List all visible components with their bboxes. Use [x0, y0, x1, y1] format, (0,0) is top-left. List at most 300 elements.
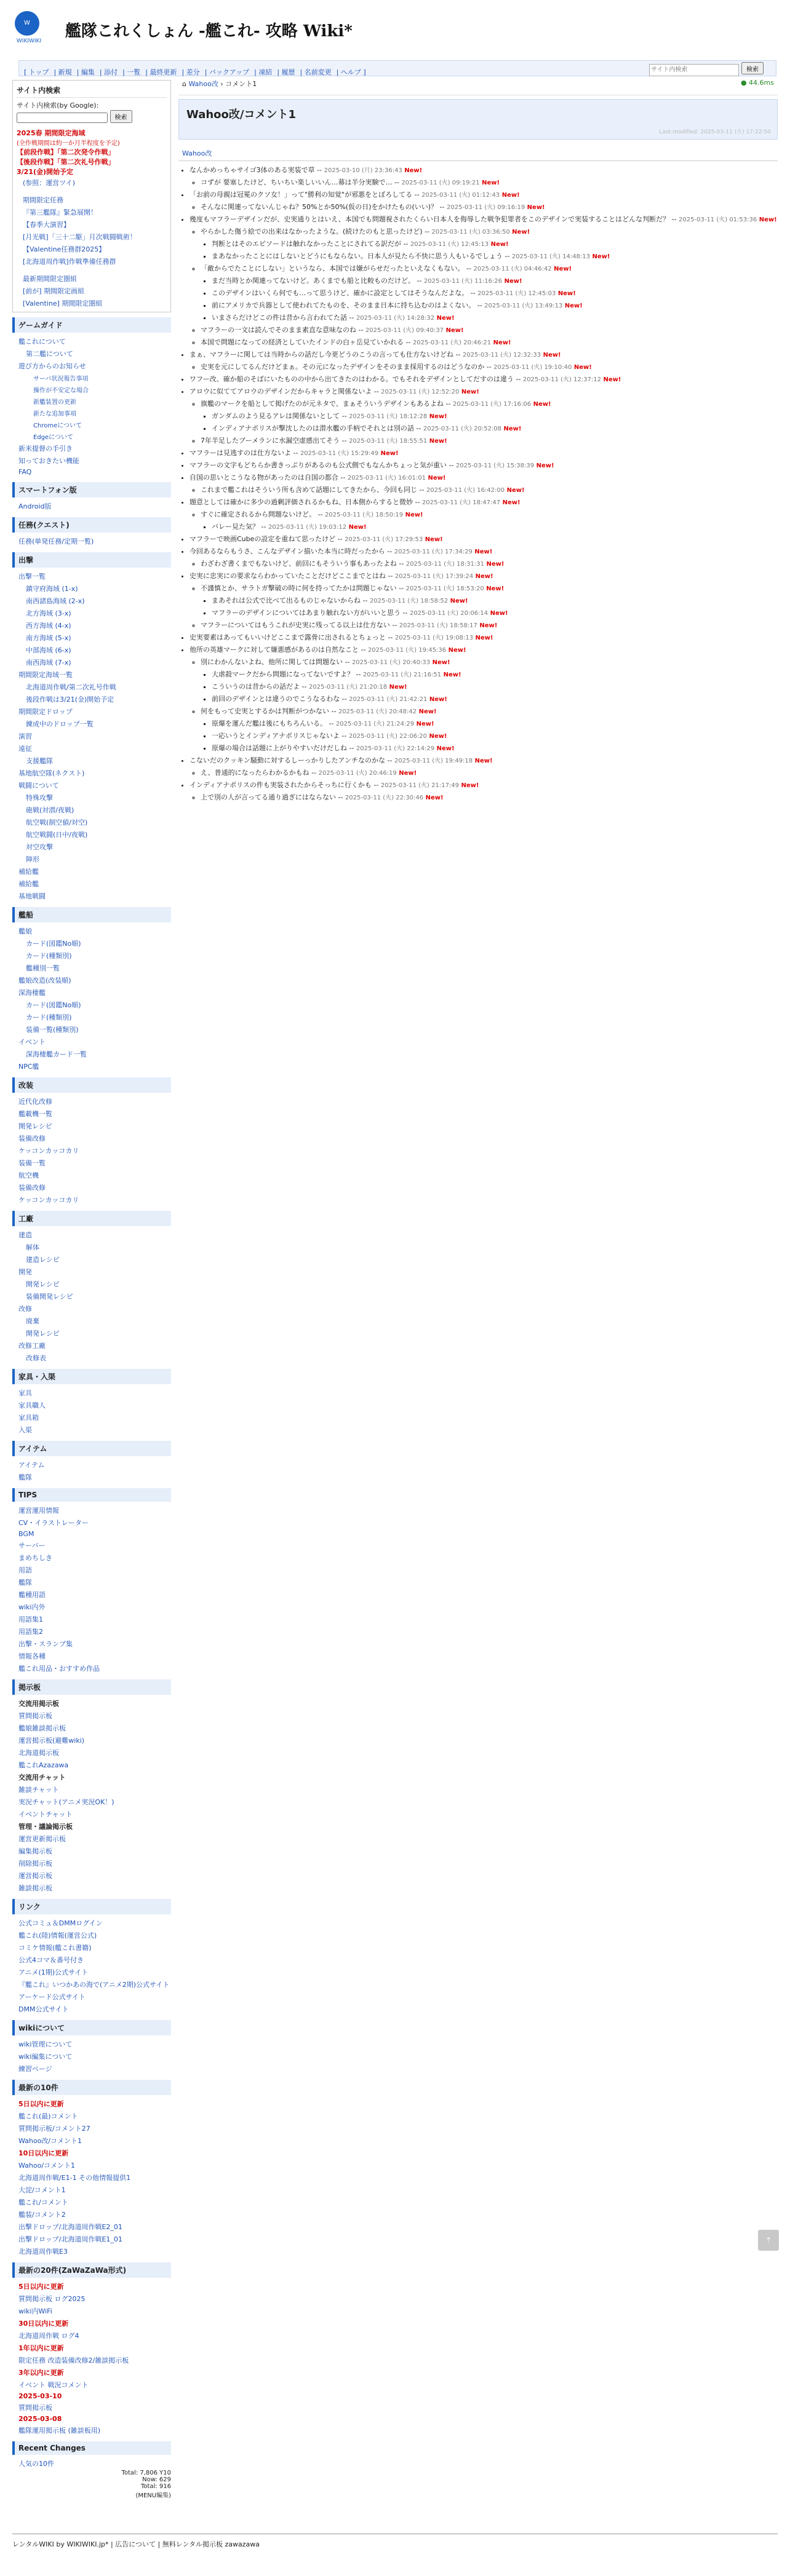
limited-link[interactable]: 【春季大演習】	[23, 221, 70, 229]
sidebar-link[interactable]: 公式コミュ＆DMMログイン	[18, 1919, 103, 1927]
comment-item	[190, 349, 778, 373]
latest-item[interactable]: 出撃ドロップ/北海道周作戦E2_01	[18, 2223, 122, 2231]
sidebar-link[interactable]: まめちしき	[18, 1554, 52, 1562]
sidebar-link[interactable]: 南西海域 (7-x)	[26, 659, 71, 667]
sidebar-link[interactable]: 第二艦について	[26, 350, 73, 358]
counter-line: Total: 916	[141, 2483, 171, 2490]
recent-item[interactable]: 艦隊運用掲示板 (雑談板用)	[18, 2427, 101, 2435]
reply-list	[190, 558, 778, 569]
sidebar-section-title: 掲示板	[12, 1679, 171, 1695]
comment-text: 前にアメリカで兵器として使われてたものを、そのまま日本に持ち込むのはよくない。 --	[212, 301, 485, 309]
sidebar-link[interactable]: 装備一覧(種類別)	[26, 1026, 79, 1034]
counter-line: Total: 7,806 Y10	[121, 2470, 171, 2476]
sidebar-link[interactable]: 新たな追加事項	[33, 411, 76, 418]
sidebar-link[interactable]: 家具	[18, 1389, 32, 1397]
sidebar-link[interactable]: 出撃・スランプ集	[18, 1640, 73, 1648]
recent-item: 1年以内に更新	[18, 2344, 64, 2352]
comment-text: 今回あるならもうさ、こんなデザイン描いた本当に時だったから --	[190, 547, 394, 555]
new-badge: New!	[403, 512, 423, 518]
sidebar-section-title: 家具・入渠	[12, 1369, 171, 1384]
comment-timestamp: 2025-03-11 (火) 19:45:36	[367, 647, 447, 654]
sidebar-link[interactable]: 開発レシピ	[26, 1330, 60, 1338]
sidebar-link[interactable]: DMM公式サイト	[18, 2005, 69, 2013]
latest-item[interactable]: 艦これ(最)コメント	[18, 2112, 78, 2120]
comment-text: インディアナポリスが撃沈したのは潜水艦の手柄でそれとは別の話 --	[212, 424, 423, 432]
recent-item[interactable]: イベント 戦況コメント	[18, 2381, 89, 2389]
sidebar-link[interactable]: 艦これAzazawa	[18, 1761, 69, 1769]
new-badge: New!	[473, 635, 493, 641]
top-nav-item[interactable]: | 凍結	[254, 68, 273, 76]
sidebar-link[interactable]: 公式4コマ＆番号付き	[18, 1956, 84, 1964]
event-line[interactable]: (全作戦期間は約一か月半程度を予定)	[17, 140, 120, 147]
new-badge: New!	[434, 745, 455, 752]
sidebar-link[interactable]: 廃棄	[26, 1317, 39, 1325]
limited-link[interactable]: 期間限定任務	[23, 196, 63, 204]
sidebar-link[interactable]: 出撃一覧	[18, 573, 46, 581]
top-nav-item[interactable]: | 最終更新	[145, 68, 177, 76]
sidebar-link[interactable]: イベントチャット	[18, 1810, 73, 1818]
sidebar-link[interactable]: Edgeについて	[33, 434, 73, 441]
comment-item	[212, 595, 778, 606]
sidebar-link[interactable]: 基地航空隊(ネクスト)	[18, 769, 85, 777]
comment-timestamp: 2025-03-11 (火) 19:10:40	[493, 364, 572, 371]
new-badge: New!	[414, 721, 434, 727]
sidebar-link[interactable]: 装備一覧	[18, 1159, 46, 1167]
sidebar-link[interactable]: サーバー	[18, 1542, 46, 1550]
limited-link[interactable]: 『第三艦隊』緊急展開！	[23, 208, 97, 216]
comment-text: そんなに関連ってないんじゃね？50%とか50%(仮の日)をかけたもの(いい)？ --	[201, 203, 447, 211]
comment-item	[212, 275, 778, 287]
comment-item	[201, 558, 778, 569]
sidebar-link[interactable]: 装備改修	[18, 1135, 46, 1143]
new-badge: New!	[473, 573, 493, 580]
sidebar-link[interactable]: 航空戦闘(日中/夜戦)	[26, 831, 88, 839]
comment-item	[201, 583, 778, 619]
logo-text: WIKIWIKI	[16, 38, 42, 44]
top-search-button[interactable]: 検索	[741, 62, 764, 74]
sidebar-link[interactable]: サーバ状況報告事項	[33, 376, 89, 382]
home-icon[interactable]: ⌂	[182, 80, 186, 88]
new-badge: New!	[500, 499, 521, 506]
comment-item	[212, 669, 778, 680]
latest-item[interactable]: 北海道周作戦E3	[18, 2248, 68, 2256]
comment-text: このデザインはいくら何でも…って思うけど、確かに設定としてはそうなんだよな。 --	[212, 289, 478, 297]
comment-item	[201, 226, 778, 262]
sidebar-link[interactable]: 南方海域 (5-x)	[26, 634, 71, 642]
comment-timestamp: 2025-03-11 (火) 17:29:53	[345, 536, 423, 543]
recent-item[interactable]: 北海道周作戦 ログ4	[18, 2332, 79, 2340]
sidebar-link[interactable]: 用語集2	[18, 1628, 43, 1636]
comment-timestamp: 2025-03-11 (火) 09:40:37	[365, 327, 444, 334]
comment-timestamp: 2025-03-11 (火) 22:14:29	[356, 745, 435, 752]
latest-item[interactable]: 質問掲示板/コメント27	[18, 2125, 90, 2133]
comment-timestamp: 2025-03-11 (火) 21:20:18	[308, 684, 388, 691]
sidebar-link[interactable]: 装備改修	[18, 1184, 46, 1192]
sidebar-link[interactable]: 艦載機一覧	[18, 1110, 52, 1118]
sidebar-link[interactable]: 運営掲示板	[18, 1872, 52, 1880]
comment-text: ガンダムのよう見るアレは関係ないとして --	[212, 412, 349, 420]
new-badge: New!	[541, 352, 561, 359]
sidebar-link[interactable]: 新米提督の手引き	[18, 445, 73, 453]
sidebar-link[interactable]: 運営更新掲示板	[18, 1835, 66, 1843]
comment-timestamp: 2025-03-11 (火) 18:50:19	[324, 512, 404, 518]
recent-item: 5日以内に更新	[18, 2283, 64, 2291]
sidebar-link[interactable]: カード(種類別)	[26, 952, 72, 960]
sidebar-link[interactable]: wiki編集について	[18, 2053, 73, 2061]
comment-timestamp: 2025-03-11 (火) 22:30:46	[345, 795, 424, 801]
reply-list	[190, 657, 778, 754]
page-status	[741, 79, 774, 87]
event-line[interactable]: (参照：運営ツイ)	[23, 179, 76, 187]
comment-timestamp: 2025-03-11 (火) 17:16:06	[452, 401, 532, 408]
sidebar-link[interactable]: イベント	[18, 1038, 46, 1046]
recent-item: 30日以内に更新	[18, 2320, 69, 2328]
top-nav-item[interactable]: | 編集	[76, 68, 95, 76]
comment-text: 前回のデザインとは違うのでこうなるわな --	[212, 695, 349, 703]
latest-item[interactable]: 出撃ドロップ/北海道周作戦E1_01	[18, 2235, 122, 2243]
comment-text: マフラーのデザインについてはあまり触れない方がいいと思う --	[212, 609, 410, 617]
sidebar-link[interactable]: 戦闘について	[18, 782, 59, 790]
sidebar-link[interactable]: 北海道掲示板	[18, 1749, 59, 1757]
comment-item	[212, 411, 778, 422]
event-line[interactable]: 【前段作戦】「第二次発令作戦」	[17, 148, 115, 156]
comment-item	[190, 632, 778, 643]
sidebar-link[interactable]: アニメ(1期)公式サイト	[18, 1968, 89, 1976]
new-badge: New!	[572, 364, 592, 371]
sidebar-link[interactable]: 西方海域 (4-x)	[26, 622, 71, 630]
sidebar-link[interactable]: 演習	[18, 732, 32, 740]
new-badge: New!	[562, 303, 583, 309]
new-badge: New!	[417, 708, 437, 715]
back-link[interactable]: Wahoo改	[182, 149, 212, 157]
sidebar-link[interactable]: 改修	[18, 1305, 32, 1313]
comment-timestamp: 2025-03-11 (火) 04:46:42	[473, 266, 552, 272]
sidebar-section-title: 最新の10件	[12, 2080, 171, 2095]
comment-text: 原爆の場合は話題に上がりやすいだけだしね --	[212, 744, 356, 752]
comment-text: マフラーは見逃すのは仕方ないよ --	[190, 449, 300, 457]
sidebar-link[interactable]: 家具職人	[18, 1401, 46, 1409]
sidebar-link[interactable]: 改修工廠	[18, 1342, 46, 1350]
newest-link[interactable]: 最新期間限定圏組	[23, 275, 77, 283]
sidebar-link[interactable]: 期間限定海域一覧	[18, 671, 73, 679]
sidebar-link[interactable]: ケッコンカッコカリ	[18, 1147, 79, 1155]
sidebar-link[interactable]: 艦これ用品・おすすめ作品	[18, 1665, 100, 1673]
comment-timestamp: 2025-03-11 (火) 16:42:00	[426, 487, 505, 494]
sidebar-link[interactable]: 解体	[26, 1243, 39, 1251]
comment-text: マフラーの文字もどちらか書きっぷりがあるのも公式側でもなんかちょっと気が重い --	[190, 461, 456, 469]
comment-item	[201, 620, 778, 631]
sidebar-link[interactable]: NPC艦	[18, 1063, 39, 1071]
sidebar-link[interactable]: 雑談掲示板	[18, 1884, 52, 1892]
comment-item	[190, 460, 778, 471]
newest-link[interactable]: [前が] 期間限定画組	[23, 287, 85, 295]
sidebar-link[interactable]: 開発レシピ	[18, 1122, 52, 1130]
sidebar-link[interactable]: 航空機	[18, 1171, 39, 1179]
breadcrumb-parent[interactable]: Wahoo改	[188, 80, 218, 88]
sidebar-link[interactable]: 雑談チャット	[18, 1786, 59, 1794]
recent-item: 2025-03-10	[18, 2392, 62, 2400]
comment-item	[190, 780, 778, 803]
sidebar-link[interactable]: 期間限定ドロップ	[18, 708, 73, 716]
sidebar-link[interactable]: 北海道周作戦/第二次礼号作戦	[26, 683, 116, 691]
sidebar-link[interactable]: CV・イラストレーター	[18, 1519, 89, 1527]
comment-item	[201, 435, 778, 446]
sidebar-link[interactable]: 運営掲示板(避難wiki)	[18, 1737, 85, 1745]
sidebar-section-title: 最新の20件(ZaWaZaWa形式)	[12, 2262, 171, 2278]
sidebar-link[interactable]: 航空戦(制空値/対空)	[26, 818, 88, 826]
comment-timestamp: 2025-03-11 (火) 16:01:01	[347, 475, 426, 482]
sidebar-link[interactable]: 補給艦	[18, 868, 39, 876]
sidebar-link[interactable]: アーケード公式サイト	[18, 1993, 86, 2001]
sidebar-link[interactable]: 操作が不安定な場合	[33, 387, 89, 394]
comment-item	[190, 189, 778, 213]
sidebar-link[interactable]: 深海棲艦カード一覧	[26, 1050, 87, 1058]
sidebar-link[interactable]: 艦娘	[18, 927, 32, 935]
new-badge: New!	[534, 462, 554, 469]
sidebar-link[interactable]: 運営運用情報	[18, 1507, 59, 1515]
sidebar-link[interactable]: 練習ページ	[18, 2065, 52, 2073]
sidebar-link[interactable]: 近代化改修	[18, 1098, 52, 1106]
top-nav-item[interactable]: [ トップ	[24, 68, 49, 76]
new-badge: New!	[427, 733, 447, 740]
latest-item[interactable]: 艦装/コメント2	[18, 2211, 66, 2219]
sidebar-search-input[interactable]	[17, 113, 108, 123]
limited-link[interactable]: [北海道周作戦]作戦準備任務群	[23, 258, 116, 266]
comment-timestamp: 2025-03-11 (火) 18:31:31	[405, 561, 485, 568]
comment-text: 「お前の母親は冠冕のクソ女！」って"勝利の知覚"が邪悪をとぼろしてる --	[190, 191, 422, 199]
latest-item[interactable]: 艦これ/コメント	[18, 2198, 68, 2206]
breadcrumb-separator: ›	[220, 80, 223, 88]
comment-item	[212, 743, 778, 754]
response-time: 44.6ms	[749, 79, 774, 87]
sidebar-link[interactable]: 任務(単発任務/定期一覧)	[18, 537, 94, 545]
breadcrumb	[178, 76, 778, 95]
sidebar-link[interactable]: 用語	[18, 1566, 32, 1574]
sidebar-link[interactable]: コミケ情報(艦これ書籍)	[18, 1944, 92, 1952]
comment-text: 旗艦のマークを船として掲げたのが元ネタで、まぁそういうデザインもあるよね --	[201, 400, 453, 408]
sidebar-link[interactable]: FAQ	[18, 468, 32, 476]
sidebar-link[interactable]: 遊び方からのお知らせ	[18, 362, 86, 370]
new-badge: New!	[427, 438, 447, 445]
sidebar-link[interactable]: 実況チャット(アニメ実況OK！)	[18, 1798, 114, 1806]
sidebar-link[interactable]: 『艦これ』いつかあの海で(アニメ2期)公式サイト	[18, 1981, 170, 1989]
latest-item: 10日以内に更新	[18, 2149, 69, 2157]
new-badge: New!	[426, 475, 446, 482]
comment-text: 幾度もマフラーデザインだが、史実通りとはいえ、本国でも問題視されたくらい日本人を侮辱した戦争犯罪者をこのデザインで実装することはどんな判断だ？ --	[190, 215, 679, 223]
new-badge: New!	[489, 241, 509, 248]
comment-text: わざわざ書くまでもないけど、前回にもそういう事もあったよね --	[201, 560, 406, 568]
new-badge: New!	[378, 450, 399, 457]
event-line[interactable]: 【後段作戦】「第二次礼号作戦」	[17, 158, 115, 166]
sidebar-link[interactable]: 情報各種	[18, 1652, 46, 1660]
limited-link[interactable]: [月光戦]「三十二駆」月次戦闘戦術！	[23, 233, 137, 241]
site-logo[interactable]: W	[15, 11, 39, 36]
new-badge: New!	[459, 782, 479, 789]
comment-item	[212, 300, 778, 311]
scroll-top-button[interactable]: ⇡	[758, 2230, 779, 2251]
sidebar-link[interactable]: 艦隊	[18, 1473, 32, 1481]
reply-list	[201, 239, 778, 262]
top-nav-item[interactable]: | 名前変更	[300, 68, 332, 76]
recent-item[interactable]: 質問掲示板	[18, 2404, 52, 2412]
limited-link[interactable]: 【Valentine任務群2025】	[23, 245, 106, 253]
sidebar-link[interactable]: 鎮守府海域 (1-x)	[26, 585, 78, 593]
recent-item[interactable]: wiki内WiFi	[18, 2307, 52, 2315]
sidebar-section-title: スマートフォン版	[12, 482, 171, 497]
sidebar-link[interactable]: 後段作戦は3/21(金)開始予定	[26, 696, 114, 703]
sidebar-link[interactable]: 質問掲示板	[18, 1712, 52, 1720]
comment-item	[190, 571, 778, 631]
sidebar-link[interactable]: 特殊攻撃	[26, 794, 53, 802]
sidebar-link[interactable]: 開発レシピ	[26, 1280, 60, 1288]
new-badge: New!	[441, 672, 461, 678]
sidebar-link[interactable]: カード(図鑑No順)	[26, 940, 81, 948]
sidebar-link[interactable]: Chromeについて	[33, 422, 82, 429]
site-title[interactable]: 艦隊これくしょん -艦これ- 攻略 Wiki*	[65, 22, 353, 41]
sidebar-link[interactable]: 用語集1	[18, 1615, 43, 1623]
sidebar-link[interactable]: 支援艦隊	[26, 757, 53, 765]
comment-item	[201, 657, 778, 705]
top-nav-item[interactable]: | ヘルプ ]	[336, 68, 366, 76]
comment-text: 不謹慎とか、サラトガ撃破の時に何を持ってたかは問題じゃない --	[201, 584, 406, 592]
comment-text: 別にわかんないよね、他所に関しては問題ない --	[201, 658, 352, 666]
comment-item	[201, 509, 778, 533]
reply-list	[201, 595, 778, 619]
recent-item[interactable]: 限定任務 改造装備改修2/雑談掲示板	[18, 2356, 129, 2364]
sidebar-link[interactable]: wiki内外	[18, 1603, 46, 1611]
sidebar-section-title: wikiについて	[12, 2020, 171, 2035]
sidebar-link[interactable]: 遠征	[18, 745, 32, 753]
top-nav-item[interactable]: | 添付	[99, 68, 118, 76]
sidebar-link[interactable]: 南西諸島海域 (2-x)	[26, 597, 85, 605]
latest-item[interactable]: Wahoo/コメント1	[18, 2162, 76, 2170]
sidebar-link[interactable]: カード(種類別)	[26, 1013, 72, 1021]
new-badge: New!	[509, 229, 530, 236]
sidebar-link[interactable]: 編集掲示板	[18, 1847, 52, 1855]
sidebar-link[interactable]: 補給艦	[18, 880, 39, 888]
top-nav-item[interactable]: | 差分	[182, 68, 200, 76]
sidebar-link[interactable]: 装備開発レシピ	[26, 1293, 73, 1301]
sidebar-link[interactable]: 新艦装置の更新	[33, 399, 76, 406]
new-badge: New!	[590, 253, 610, 260]
comment-text: マフラーについてはもうこれが史実に残ってる以上は仕方ない --	[201, 621, 399, 629]
sidebar-link[interactable]: 艦娘雑談掲示板	[18, 1724, 66, 1732]
sidebar-link[interactable]: 入渠	[18, 1426, 32, 1434]
reply-list	[190, 792, 778, 803]
comment-text: 本国で問題になっての経済としていたインドの白ヶ岳見ていかれる --	[201, 338, 413, 346]
comment-timestamp: 2025-03-11 (火) 19:08:13	[394, 635, 474, 641]
top-nav-item[interactable]: | 新規	[54, 68, 72, 76]
sidebar-search-button[interactable]: 検索	[110, 110, 132, 123]
comment-timestamp: 2025-03-11 (火) 11:16:26	[423, 278, 503, 285]
latest-item[interactable]: Wahoo改/コメント1	[18, 2137, 82, 2145]
sidebar-link[interactable]: アイテム	[18, 1461, 45, 1469]
comment-text: 一応いうとインディアナポリスじゃないよ --	[212, 732, 349, 740]
sidebar-link[interactable]: 練成中のドロップ一覧	[26, 720, 94, 728]
comment-item	[190, 497, 778, 533]
sidebar-link[interactable]: 改修表	[26, 1354, 46, 1362]
top-search-input[interactable]	[649, 64, 739, 76]
sidebar-link[interactable]: 陣形	[26, 855, 39, 863]
new-badge: New!	[396, 770, 417, 777]
event-line[interactable]: 2025春 期間限定海域	[17, 129, 86, 137]
newest-link[interactable]: [Valentine] 期間限定圏組	[23, 299, 103, 307]
recent-item[interactable]: 質問掲示板 ログ2025	[18, 2295, 86, 2303]
sidebar-link[interactable]: 艦これについて	[18, 338, 66, 346]
sidebar-link[interactable]: 深海棲艦	[18, 989, 46, 997]
top-nav-item[interactable]: | バックアップ	[204, 68, 250, 76]
comment-item	[190, 214, 778, 348]
new-badge: New!	[556, 290, 576, 297]
comment-item	[201, 485, 778, 496]
comment-text: 史実に忠実にの要求ならわかっていたことだけどここまでとはね --	[190, 572, 395, 580]
comment-timestamp: 2025-03-11 (火) 18:53:20	[405, 585, 484, 592]
comment-timestamp: 2025-03-11 (火) 09:16:19	[447, 204, 525, 211]
comment-list	[178, 165, 778, 803]
recent-changes-link[interactable]: 人気の10件	[18, 2460, 54, 2468]
comment-timestamp: 2025-03-10 (月) 23:36:43	[324, 167, 402, 174]
latest-item[interactable]: 大淀/コメント1	[18, 2186, 66, 2194]
sidebar-link[interactable]: BGM	[18, 1530, 34, 1538]
sidebar-link[interactable]: 艦種別一覧	[26, 964, 60, 972]
comment-text: ワフー改、確か船のそばにいたものの中から出てきたのはわかる。でもそれをデザインとしてだすのは違う --	[190, 375, 523, 383]
new-badge: New!	[502, 278, 522, 285]
sidebar-link[interactable]: 艦隊	[18, 1579, 32, 1587]
comment-timestamp: 2025-03-11 (火) 20:40:33	[351, 659, 431, 666]
sidebar-link[interactable]: ケッコンカッコカリ	[18, 1196, 79, 1204]
sidebar-link[interactable]: 艦種用語	[18, 1591, 46, 1599]
new-badge: New!	[473, 758, 493, 764]
sidebar-subsection: 管理・議論掲示板	[18, 1823, 73, 1831]
top-nav-item[interactable]: | 履歴	[277, 68, 295, 76]
sidebar-section-title: 任務(クエスト)	[12, 517, 171, 533]
sidebar-link[interactable]: 開発	[18, 1268, 32, 1276]
new-badge: New!	[427, 696, 447, 703]
comment-item	[201, 706, 778, 754]
comment-timestamp: 2025-03-11 (火) 01:53:36	[679, 216, 757, 223]
sidebar-link[interactable]: 建造レシピ	[26, 1256, 60, 1264]
sidebar-link[interactable]: Android版	[18, 502, 52, 510]
sidebar-link[interactable]: 対空攻撃	[26, 843, 53, 851]
sidebar-link[interactable]: 建造	[18, 1231, 32, 1239]
sidebar-link[interactable]: 家具箱	[18, 1414, 39, 1422]
top-nav-item[interactable]: | 一覧	[122, 68, 141, 76]
latest-item[interactable]: 北海道周作戦/E1-1 その他情報提供1	[18, 2174, 131, 2182]
comment-item	[201, 263, 778, 323]
sidebar-link[interactable]: 北方海域 (3-x)	[26, 609, 71, 617]
sidebar-link[interactable]: 知っておきたい機能	[18, 457, 79, 465]
new-badge: New!	[500, 192, 520, 199]
new-badge: New!	[501, 426, 522, 432]
new-badge: New!	[505, 487, 525, 494]
sidebar-section-title: 艦船	[12, 907, 171, 922]
sidebar-link[interactable]: 艦これ(陸)情報(運営公式)	[18, 1932, 97, 1940]
sidebar-link[interactable]: wiki管理について	[18, 2040, 73, 2048]
sidebar-link[interactable]: 砲戦(対潜/夜戦)	[26, 806, 74, 814]
sidebar-link[interactable]: カード(図鑑No順)	[26, 1001, 81, 1009]
new-badge: New!	[757, 216, 777, 223]
sidebar-link[interactable]: 中部海域 (6-x)	[26, 646, 71, 654]
comment-timestamp: 2025-03-11 (火) 17:39:24	[394, 573, 474, 580]
comment-text: インディアナポリスの件も実装されたからそっちに行くかも --	[190, 781, 381, 789]
sidebar-link[interactable]: 艦娘改造(改装順)	[18, 977, 71, 985]
sidebar-link[interactable]: 削除掲示板	[18, 1860, 52, 1868]
comment-timestamp: 2025-03-11 (火) 12:45:13	[410, 241, 489, 248]
event-line[interactable]: 3/21(金)開始予定	[17, 168, 74, 176]
main-content	[178, 76, 778, 2450]
reply-list	[201, 718, 778, 754]
sidebar-link[interactable]: 基地戦闘	[18, 892, 46, 900]
